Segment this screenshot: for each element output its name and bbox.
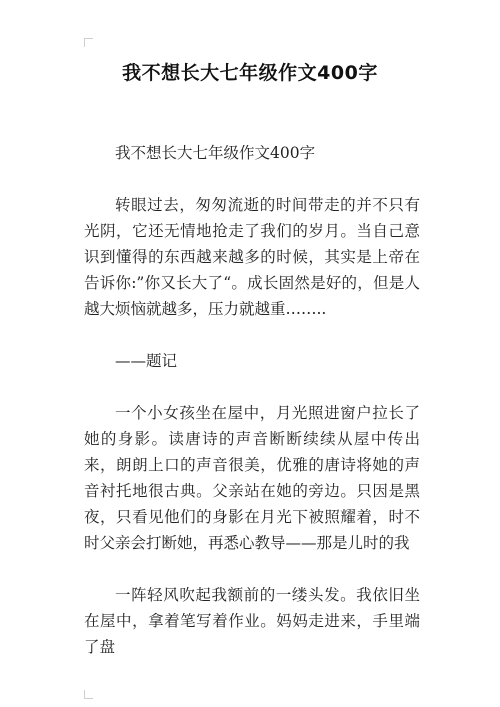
childhood-paragraph: 一个小女孩坐在屋中，月光照进窗户拉长了她的身影。读唐诗的声音断断续续从屋中传出来，朗朗上口的声音很美，优雅的唐诗将她的声音衬托地很古典。父亲站在她的旁边。只因是黑夜，只看见他们的身影在月光下被照耀着，时不时父亲会打断她，再悉心教导——那是儿时的我 (84, 404, 420, 552)
epigraph-label: ——题记 (115, 352, 178, 370)
document-title: 我不想长大七年级作文400字 (122, 62, 378, 84)
corner-mark-top-left (84, 38, 93, 47)
present-paragraph: 一阵轻风吹起我额前的一缕头发。我依旧坐在屋中，拿着笔写着作业。妈妈走进来，手里端了盘 (84, 586, 420, 656)
intro-paragraph: 转眼过去，匆匆流逝的时间带走的并不只有光阴，它还无情地抢走了我们的岁月。当自己意识到懂得的东西越来越多的时候，其实是上帝在告诉你:”你又长大了“。成长固然是好的，但是人越大烦恼就越多，压力就越重…….. (84, 196, 420, 318)
subtitle-paragraph: 我不想长大七年级作文400字 (115, 144, 316, 162)
document-body (84, 140, 420, 660)
corner-mark-bottom-left (84, 690, 93, 699)
